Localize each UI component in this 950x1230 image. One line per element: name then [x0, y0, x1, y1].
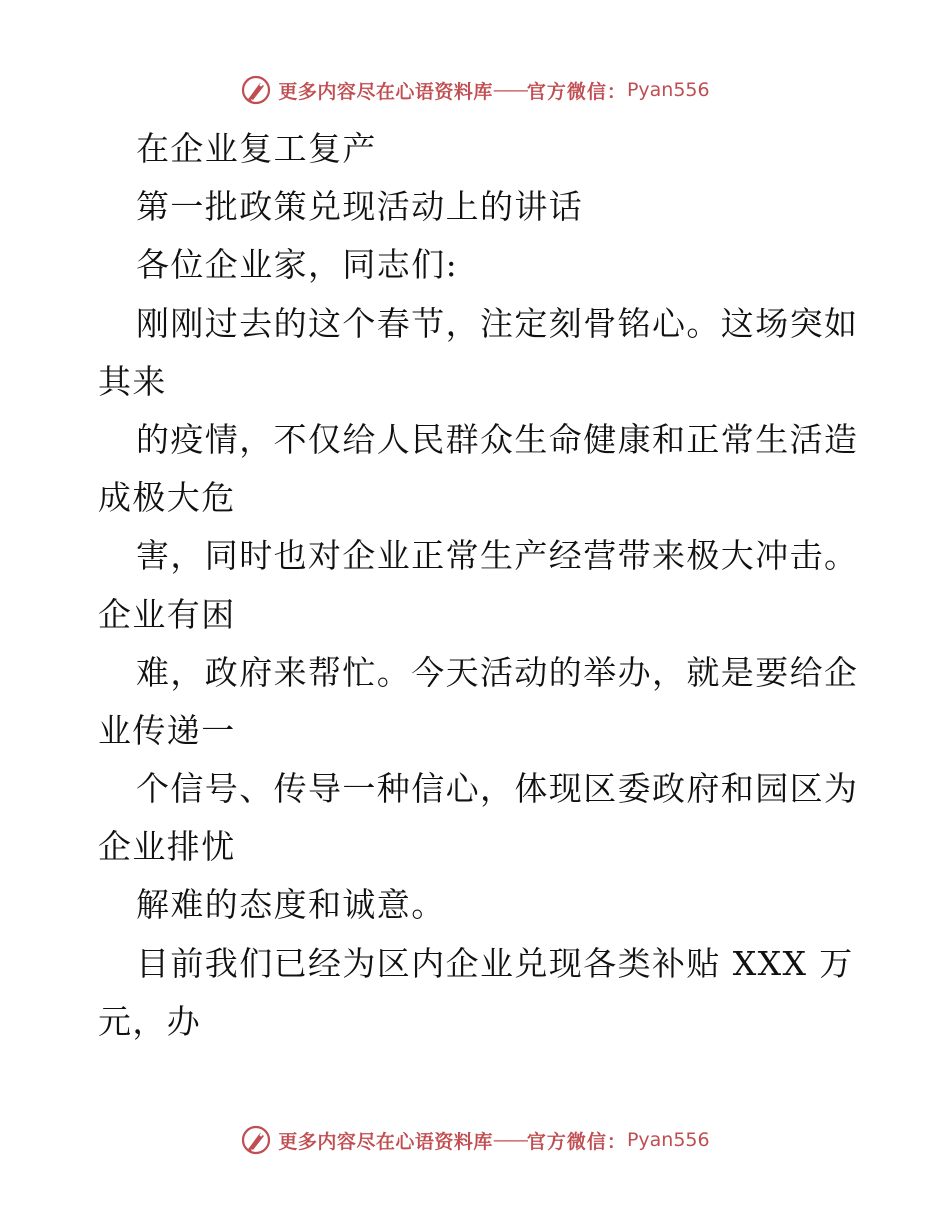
body-line: 刚刚过去的这个春节，注定刻骨铭心。这场突如: [136, 303, 859, 343]
header-watermark: [0, 72, 950, 108]
body-line: 第一批政策兑现活动上的讲话: [136, 187, 584, 227]
body-line: 成极大危: [98, 478, 236, 518]
body-line: 害，同时也对企业正常生产经营带来极大冲击。: [136, 536, 859, 576]
body-line: 解难的态度和诚意。: [136, 885, 446, 925]
watermark-wechat-label: 官方微信：: [526, 1130, 627, 1153]
body-line: 目前我们已经为区内企业兑现各类补贴 XXX 万: [136, 943, 854, 983]
body-line: 业传递一: [98, 710, 236, 750]
watermark-wechat-id: Pyan556: [626, 79, 710, 101]
pen-nib-logo-icon: [240, 1124, 272, 1156]
body-line: 各位企业家，同志们:: [136, 245, 459, 285]
watermark-text: 更多内容尽在心语资料库: [278, 80, 493, 103]
pen-nib-logo-icon: [240, 74, 272, 106]
watermark-rule: ——: [492, 1129, 527, 1151]
watermark-wechat-label: 官方微信：: [526, 80, 627, 103]
watermark-text: 更多内容尽在心语资料库: [278, 1130, 493, 1153]
body-line: 其来: [98, 361, 167, 401]
body-line: 难，政府来帮忙。今天活动的举办，就是要给企: [136, 652, 859, 692]
body-line: 元，办: [98, 1001, 202, 1041]
watermark-rule: ——: [492, 79, 527, 101]
body-line: 企业有困: [98, 594, 236, 634]
watermark-wechat-id: Pyan556: [626, 1129, 710, 1151]
body-line: 个信号、传导一种信心，体现区委政府和园区为: [136, 769, 859, 809]
body-line: 的疫情，不仅给人民群众生命健康和正常生活造: [136, 419, 859, 459]
footer-watermark: [0, 1122, 950, 1158]
body-line: 企业排忧: [98, 827, 236, 867]
document-body: [98, 120, 858, 1051]
body-line: 在企业复工复产: [136, 129, 377, 168]
